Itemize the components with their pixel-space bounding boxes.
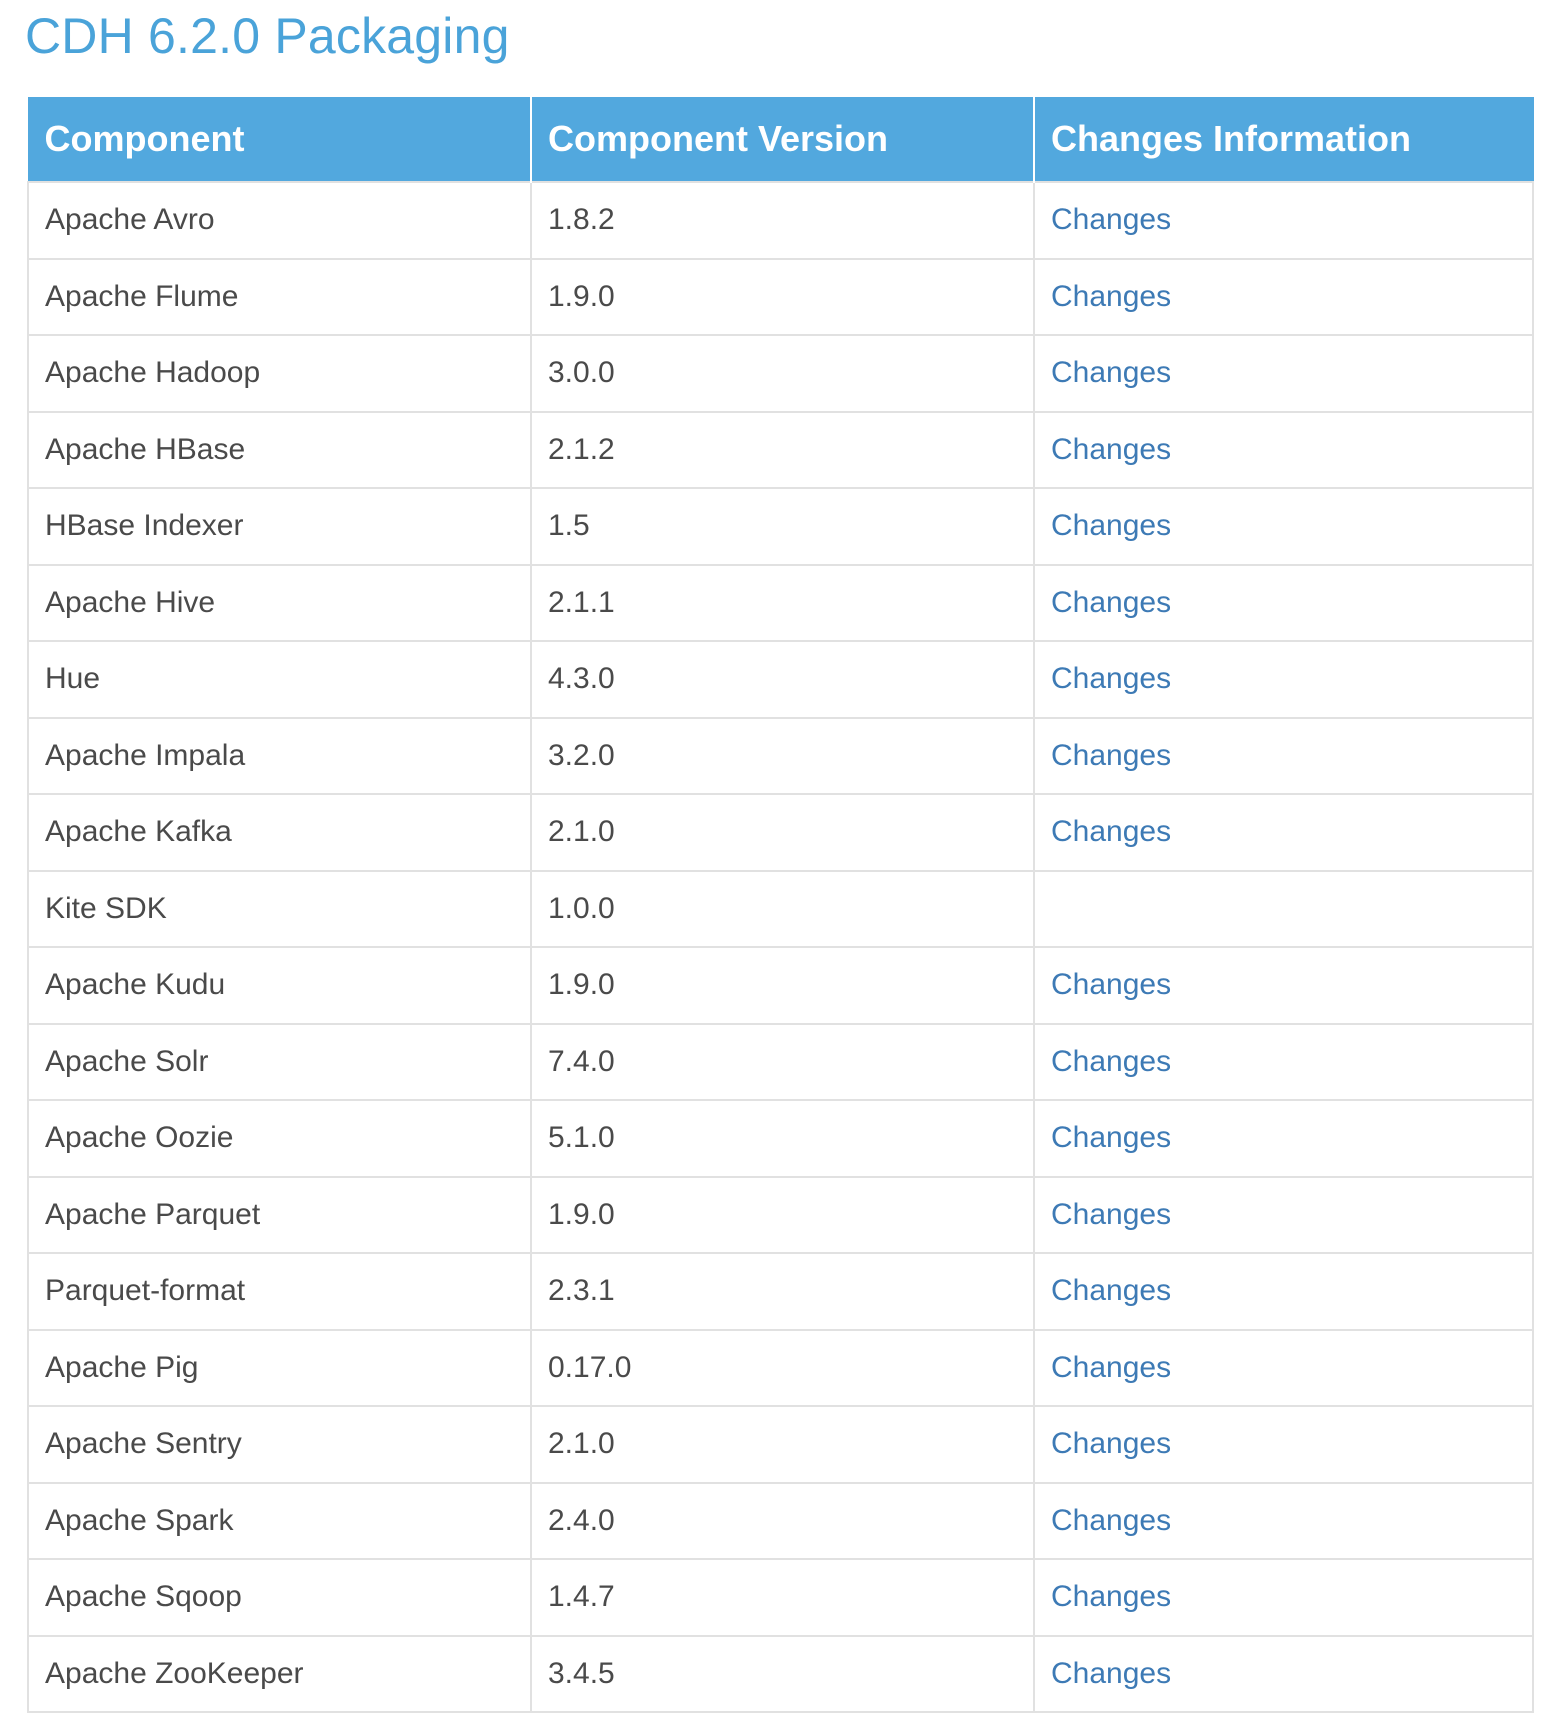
- changes-link[interactable]: Changes: [1051, 1427, 1172, 1461]
- table-row: [28, 182, 1533, 259]
- component-name-cell: Apache Sentry: [28, 1406, 531, 1483]
- component-name-cell: Apache Sqoop: [28, 1559, 531, 1636]
- component-name-cell: Apache Flume: [28, 259, 531, 336]
- component-name-cell: Apache Kafka: [28, 794, 531, 871]
- changes-cell: [1034, 412, 1533, 489]
- component-name-cell: Apache Hive: [28, 565, 531, 642]
- component-version-cell: 0.17.0: [531, 1330, 1034, 1407]
- component-name-cell: Apache Spark: [28, 1483, 531, 1560]
- component-version-cell: 5.1.0: [531, 1100, 1034, 1177]
- component-name-cell: Kite SDK: [28, 871, 531, 948]
- component-name-cell: Apache Oozie: [28, 1100, 531, 1177]
- component-version-cell: 2.1.2: [531, 412, 1034, 489]
- changes-cell: [1034, 1406, 1533, 1483]
- changes-link[interactable]: Changes: [1051, 662, 1172, 696]
- changes-link[interactable]: Changes: [1051, 1350, 1172, 1384]
- component-version-cell: 3.4.5: [531, 1636, 1034, 1713]
- table-row: [28, 1253, 1533, 1330]
- changes-link[interactable]: Changes: [1051, 356, 1172, 390]
- table-row: [28, 565, 1533, 642]
- changes-cell: [1034, 1483, 1533, 1560]
- changes-cell: [1034, 1100, 1533, 1177]
- changes-cell: [1034, 1330, 1533, 1407]
- table-row: [28, 641, 1533, 718]
- changes-cell: [1034, 488, 1533, 565]
- component-version-cell: 4.3.0: [531, 641, 1034, 718]
- header-component-version: Component Version: [531, 97, 1034, 182]
- changes-link[interactable]: Changes: [1051, 509, 1172, 543]
- component-name-cell: Apache Impala: [28, 718, 531, 795]
- changes-cell: [1034, 718, 1533, 795]
- component-name-cell: Apache Solr: [28, 1024, 531, 1101]
- page-title: CDH 6.2.0 Packaging: [25, 8, 510, 64]
- changes-link[interactable]: Changes: [1051, 1274, 1172, 1308]
- component-name-cell: Parquet-format: [28, 1253, 531, 1330]
- table-row: [28, 412, 1533, 489]
- changes-link[interactable]: Changes: [1051, 815, 1172, 849]
- table-row: [28, 718, 1533, 795]
- changes-cell: [1034, 335, 1533, 412]
- component-name-cell: Apache Hadoop: [28, 335, 531, 412]
- component-name-cell: Apache Parquet: [28, 1177, 531, 1254]
- table-row: [28, 1177, 1533, 1254]
- table-row: [28, 1330, 1533, 1407]
- component-version-cell: 7.4.0: [531, 1024, 1034, 1101]
- table-row: [28, 335, 1533, 412]
- component-version-cell: 2.1.1: [531, 565, 1034, 642]
- changes-link[interactable]: Changes: [1051, 203, 1172, 237]
- table-row: [28, 794, 1533, 871]
- changes-cell: [1034, 1559, 1533, 1636]
- changes-cell: [1034, 182, 1533, 259]
- table-row: [28, 1100, 1533, 1177]
- component-version-cell: 1.8.2: [531, 182, 1034, 259]
- changes-link[interactable]: Changes: [1051, 1197, 1172, 1231]
- table-row: [28, 488, 1533, 565]
- header-component: Component: [28, 97, 531, 182]
- header-changes-information: Changes Information: [1034, 97, 1533, 182]
- changes-cell: [1034, 565, 1533, 642]
- changes-link[interactable]: Changes: [1051, 1503, 1172, 1537]
- changes-link[interactable]: Changes: [1051, 968, 1172, 1002]
- table-header: [28, 97, 1533, 182]
- table-row: [28, 1024, 1533, 1101]
- packaging-table: [27, 97, 1534, 1713]
- changes-link[interactable]: Changes: [1051, 1121, 1172, 1155]
- component-name-cell: Apache ZooKeeper: [28, 1636, 531, 1713]
- changes-cell: [1034, 947, 1533, 1024]
- changes-link[interactable]: Changes: [1051, 1044, 1172, 1078]
- component-name-cell: Apache Avro: [28, 182, 531, 259]
- component-version-cell: 2.1.0: [531, 794, 1034, 871]
- table-body: [28, 182, 1533, 1712]
- component-version-cell: 1.9.0: [531, 947, 1034, 1024]
- component-version-cell: 1.5: [531, 488, 1034, 565]
- changes-link[interactable]: Changes: [1051, 585, 1172, 619]
- component-name-cell: Apache Pig: [28, 1330, 531, 1407]
- component-version-cell: 1.9.0: [531, 1177, 1034, 1254]
- changes-link[interactable]: Changes: [1051, 738, 1172, 772]
- changes-link[interactable]: Changes: [1051, 1580, 1172, 1614]
- component-name-cell: HBase Indexer: [28, 488, 531, 565]
- table-row: [28, 259, 1533, 336]
- table-row: [28, 871, 1533, 948]
- component-version-cell: 2.3.1: [531, 1253, 1034, 1330]
- changes-cell: [1034, 1253, 1533, 1330]
- changes-cell: [1034, 1024, 1533, 1101]
- table-row: [28, 1483, 1533, 1560]
- changes-cell: [1034, 1636, 1533, 1713]
- component-version-cell: 1.9.0: [531, 259, 1034, 336]
- header-row: [28, 97, 1533, 182]
- component-version-cell: 3.2.0: [531, 718, 1034, 795]
- changes-cell: [1034, 871, 1533, 948]
- table-row: [28, 1559, 1533, 1636]
- component-version-cell: 1.0.0: [531, 871, 1034, 948]
- component-version-cell: 1.4.7: [531, 1559, 1034, 1636]
- changes-link[interactable]: Changes: [1051, 432, 1172, 466]
- component-version-cell: 3.0.0: [531, 335, 1034, 412]
- component-name-cell: Hue: [28, 641, 531, 718]
- changes-cell: [1034, 794, 1533, 871]
- table-row: [28, 947, 1533, 1024]
- component-name-cell: Apache HBase: [28, 412, 531, 489]
- component-version-cell: 2.1.0: [531, 1406, 1034, 1483]
- changes-cell: [1034, 259, 1533, 336]
- changes-link[interactable]: Changes: [1051, 1656, 1172, 1690]
- table-row: [28, 1636, 1533, 1713]
- changes-cell: [1034, 1177, 1533, 1254]
- table-row: [28, 1406, 1533, 1483]
- component-name-cell: Apache Kudu: [28, 947, 531, 1024]
- changes-link[interactable]: Changes: [1051, 279, 1172, 313]
- changes-cell: [1034, 641, 1533, 718]
- component-version-cell: 2.4.0: [531, 1483, 1034, 1560]
